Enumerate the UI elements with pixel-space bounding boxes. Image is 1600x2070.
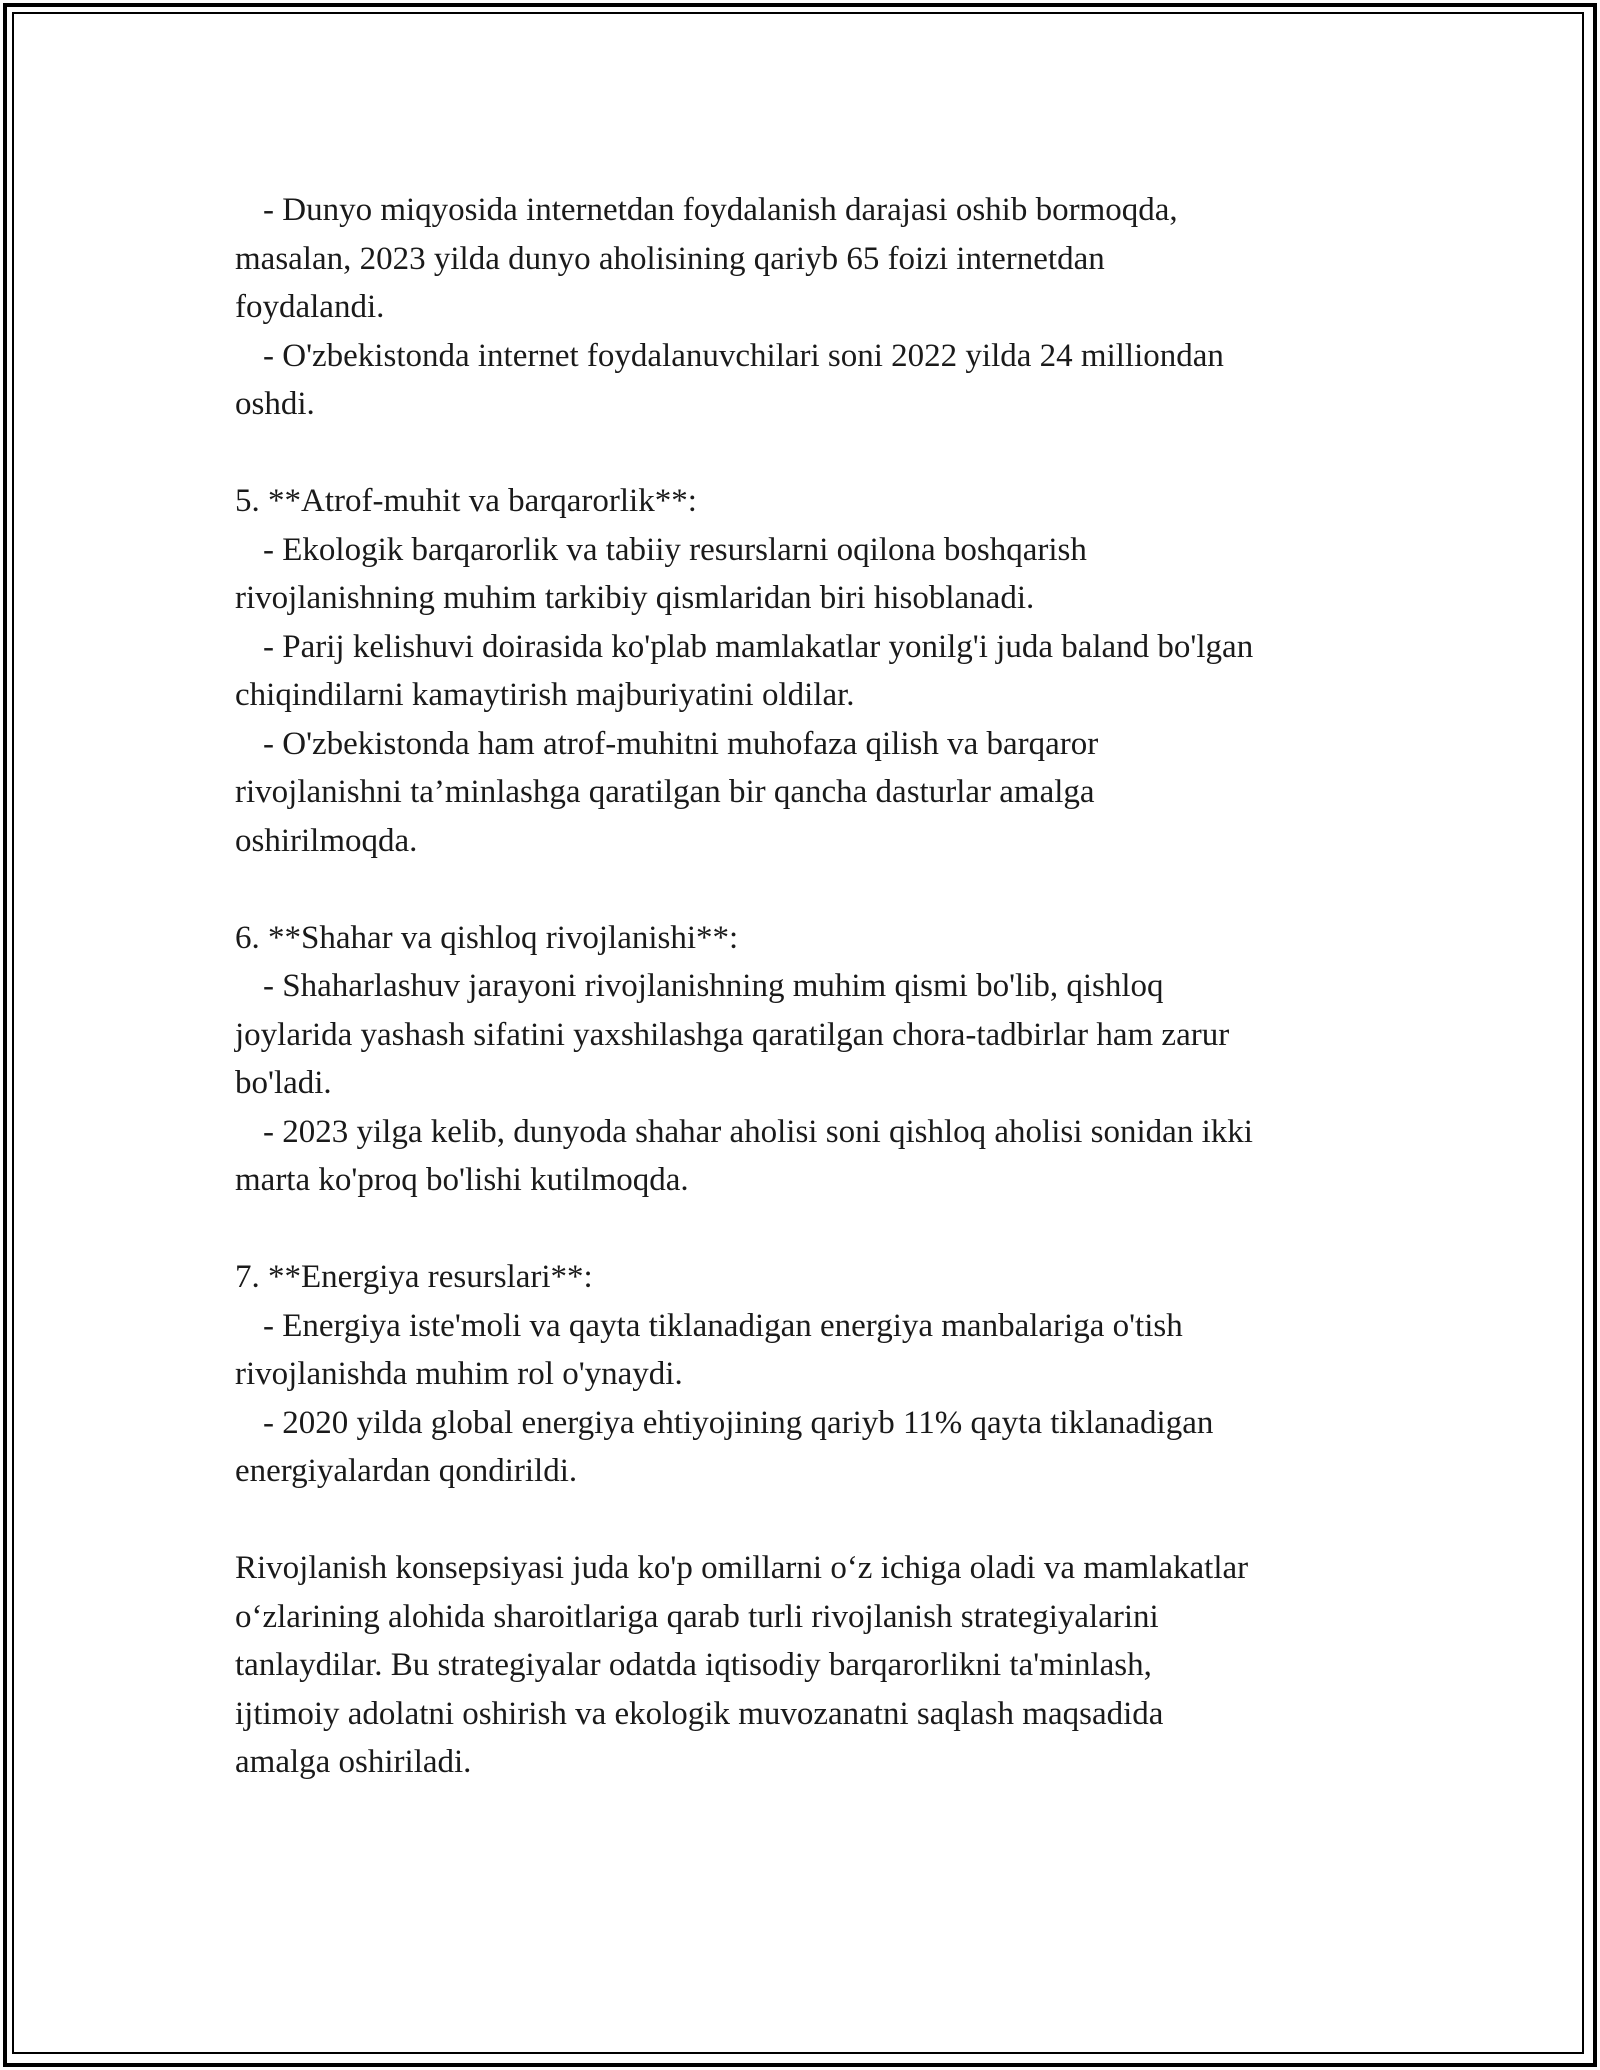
bullet-line: - Shaharlashuv jarayoni rivojlanishning muhim qismi bo'lib, qishloq xyxy=(263,968,1164,1004)
bullet-line: - 2020 yilda global energiya ehtiyojining qariyb 11% qayta tiklanadigan xyxy=(263,1404,1214,1441)
section-urban-rural xyxy=(235,914,1395,1205)
bullet-line: - O'zbekistonda internet foydalanuvchilari soni 2022 yilda 24 milliondan xyxy=(263,337,1224,374)
text-line: bo'ladi. xyxy=(235,1065,332,1101)
text-line: rivojlanishda muhim rol o'ynaydi. xyxy=(235,1356,683,1392)
paragraph-line: amalga oshiriladi. xyxy=(235,1744,472,1780)
section-heading: 6. **Shahar va qishloq rivojlanishi**: xyxy=(235,919,739,956)
bullet-line: - Ekologik barqarorlik va tabiiy resurslarni oqilona boshqarish xyxy=(263,531,1087,568)
paragraph-line: Rivojlanish konsepsiyasi juda ko'p omillarni o‘z ichiga oladi va mamlakatlar xyxy=(235,1550,1249,1586)
section-conclusion xyxy=(235,1544,1395,1787)
text-line: rivojlanishning muhim tarkibiy qismlaridan biri hisoblanadi. xyxy=(235,580,1035,616)
paragraph-line: ijtimoiy adolatni oshirish va ekologik muvozanatni saqlash maqsadida xyxy=(235,1695,1164,1732)
text-line: joylarida yashash sifatini yaxshilashga qaratilgan chora-tadbirlar ham zarur xyxy=(235,1016,1230,1053)
text-line: chiqindilarni kamaytirish majburiyatini oldilar. xyxy=(235,677,855,713)
section-heading: 7. **Energiya resurslari**: xyxy=(235,1259,593,1295)
text-line: rivojlanishni ta’minlashga qaratilgan bir qancha dasturlar amalga xyxy=(235,774,1095,810)
text-line: marta ko'proq bo'lishi kutilmoqda. xyxy=(235,1162,689,1198)
text-line: energiyalardan qondirildi. xyxy=(235,1453,578,1489)
text-line: oshirilmoqda. xyxy=(235,822,418,859)
section-environment xyxy=(235,477,1395,865)
paragraph-line: o‘zlarining alohida sharoitlariga qarab turli rivojlanish strategiyalarini xyxy=(235,1598,1159,1635)
bullet-line: - Dunyo miqyosida internetdan foydalanish darajasi oshib bormoqda, xyxy=(263,192,1178,228)
section-heading: 5. **Atrof-muhit va barqarorlik**: xyxy=(235,483,697,519)
bullet-line: - 2023 yilga kelib, dunyoda shahar aholisi soni qishloq aholisi sonidan ikki xyxy=(263,1113,1253,1150)
text-line: oshdi. xyxy=(235,386,315,422)
text-line: foydalandi. xyxy=(235,289,385,325)
bullet-line: - Energiya iste'moli va qayta tiklanadigan energiya manbalariga o'tish xyxy=(263,1307,1183,1344)
bullet-line: - O'zbekistonda ham atrof-muhitni muhofaza qilish va barqaror xyxy=(263,725,1099,762)
section-internet-usage xyxy=(235,186,1395,429)
section-energy xyxy=(235,1253,1395,1496)
document-body xyxy=(235,186,1395,1835)
text-line: masalan, 2023 yilda dunyo aholisining qariyb 65 foizi internetdan xyxy=(235,240,1105,277)
bullet-line: - Parij kelishuvi doirasida ko'plab mamlakatlar yonilg'i juda baland bo'lgan xyxy=(263,628,1254,665)
paragraph-line: tanlaydilar. Bu strategiyalar odatda iqtisodiy barqarorlikni ta'minlash, xyxy=(235,1647,1152,1683)
